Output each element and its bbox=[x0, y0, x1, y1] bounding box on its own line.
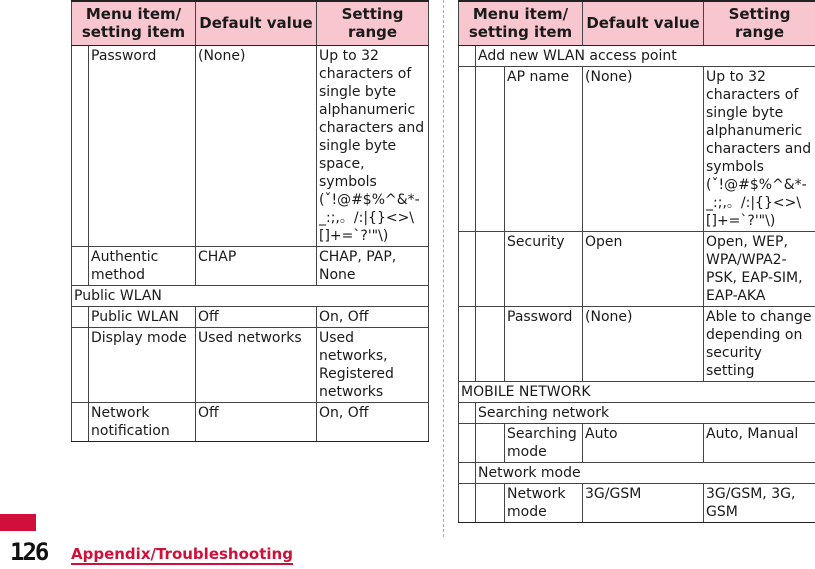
header-default-value: Default value bbox=[583, 1, 704, 45]
cell-item: Searching mode bbox=[505, 423, 583, 462]
cell-range: 3G/GSM, 3G, GSM bbox=[704, 483, 815, 522]
table-row bbox=[459, 306, 815, 381]
group-row bbox=[72, 285, 429, 306]
cell-item: Network mode bbox=[505, 483, 583, 522]
cell-default: (None) bbox=[583, 66, 704, 231]
cell-item: Display mode bbox=[89, 327, 196, 402]
header-menu-item: Menu item/ setting item bbox=[459, 1, 583, 45]
cell-item: Network notification bbox=[89, 402, 196, 441]
cell-range: Open, WEP, WPA/WPA2-PSK, EAP-SIM, EAP-AKA bbox=[704, 231, 815, 306]
header-setting-range: Setting range bbox=[317, 1, 429, 45]
table-row bbox=[459, 423, 815, 462]
cell-default: (None) bbox=[196, 45, 317, 246]
header-setting-range: Setting range bbox=[704, 1, 815, 45]
header-menu-item: Menu item/ setting item bbox=[72, 1, 196, 45]
cell-default: Used networks bbox=[196, 327, 317, 402]
cell-default: Off bbox=[196, 306, 317, 327]
cell-range: Up to 32 characters of single byte alphanumeric characters and symbols (ˇ!@#$%^&*-_:;,。/:|{}<>\[]+=`?'"\) bbox=[704, 66, 815, 231]
table-row bbox=[72, 327, 429, 402]
table-row bbox=[459, 66, 815, 231]
column-divider bbox=[443, 0, 444, 537]
group-row bbox=[459, 381, 815, 402]
cell-range: Used networks, Registered networks bbox=[317, 327, 429, 402]
cell-range: CHAP, PAP, None bbox=[317, 246, 429, 285]
table-row bbox=[72, 306, 429, 327]
cell-range: Auto, Manual bbox=[704, 423, 815, 462]
group-network-mode: Network mode bbox=[476, 462, 815, 483]
cell-default: 3G/GSM bbox=[583, 483, 704, 522]
group-searching-network: Searching network bbox=[476, 402, 815, 423]
cell-item: Password bbox=[89, 45, 196, 246]
group-row bbox=[459, 402, 815, 423]
section-title: Appendix/Troubleshooting bbox=[71, 545, 293, 563]
settings-table-left bbox=[71, 0, 429, 442]
cell-item: Security bbox=[505, 231, 583, 306]
group-public-wlan: Public WLAN bbox=[72, 285, 429, 306]
table-row bbox=[72, 246, 429, 285]
group-add-new-wlan: Add new WLAN access point bbox=[476, 45, 815, 66]
group-row bbox=[459, 462, 815, 483]
group-row bbox=[459, 45, 815, 66]
cell-default: Auto bbox=[583, 423, 704, 462]
cell-range: On, Off bbox=[317, 402, 429, 441]
cell-item: AP name bbox=[505, 66, 583, 231]
table-row bbox=[72, 402, 429, 441]
cell-default: (None) bbox=[583, 306, 704, 381]
table-row bbox=[459, 483, 815, 522]
settings-table-right bbox=[458, 0, 815, 523]
cell-item: Authentic method bbox=[89, 246, 196, 285]
cell-default: Off bbox=[196, 402, 317, 441]
table-row bbox=[72, 45, 429, 246]
cell-range: Up to 32 characters of single byte alphanumeric characters and single byte space, symbols (ˇ!@#$%^&*-_:;,。/:|{}<>\[]+=`?'"\) bbox=[317, 45, 429, 246]
cell-item: Password bbox=[505, 306, 583, 381]
cell-default: CHAP bbox=[196, 246, 317, 285]
header-default-value: Default value bbox=[196, 1, 317, 45]
cell-range: On, Off bbox=[317, 306, 429, 327]
group-mobile-network: MOBILE NETWORK bbox=[459, 381, 815, 402]
page-number: 126 bbox=[10, 538, 48, 566]
page-marker-bar bbox=[0, 514, 36, 531]
cell-item: Public WLAN bbox=[89, 306, 196, 327]
cell-default: Open bbox=[583, 231, 704, 306]
table-row bbox=[459, 231, 815, 306]
cell-range: Able to change depending on security setting bbox=[704, 306, 815, 381]
